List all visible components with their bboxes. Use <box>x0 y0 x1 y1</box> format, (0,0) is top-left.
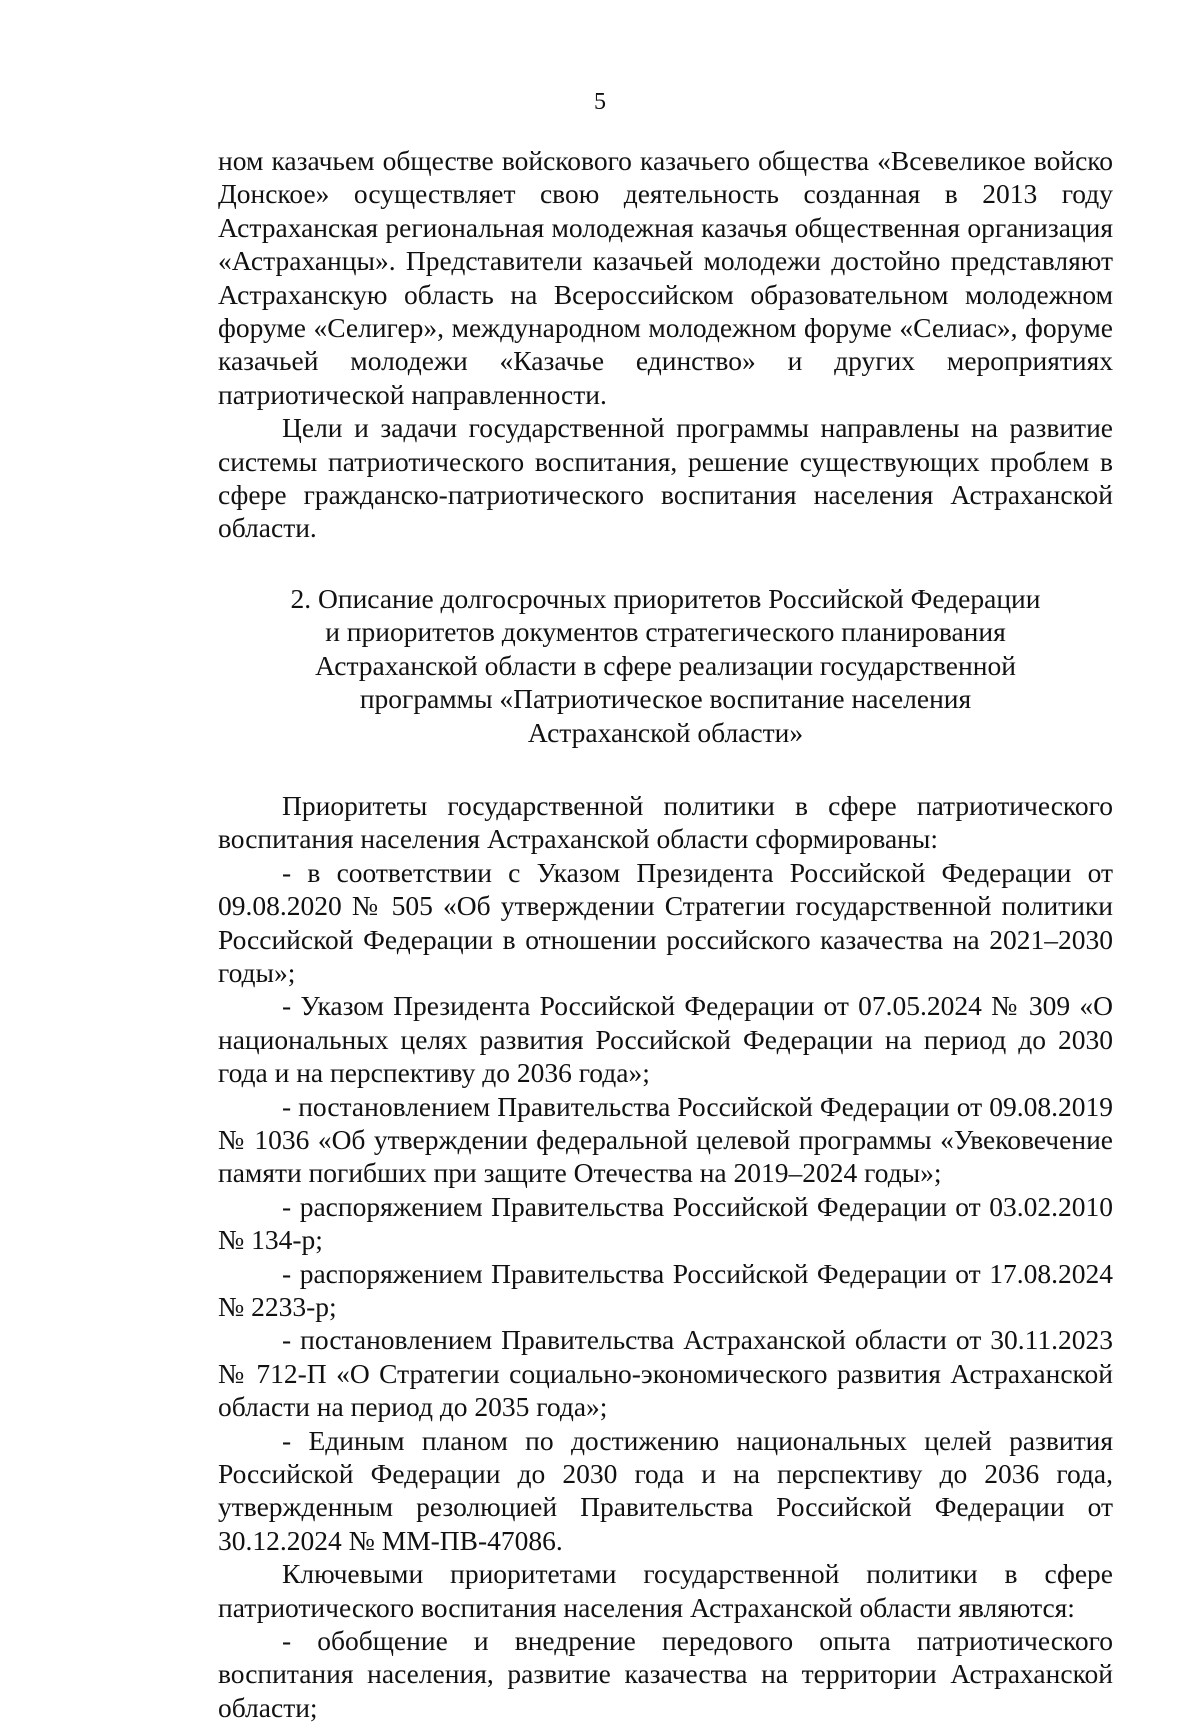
list-item: - распоряжением Правительства Российской Федерации от 17.08.2024 № 2233-р; <box>218 1257 1113 1322</box>
section-heading-line: программы «Патриотическое воспитание населения <box>359 683 972 715</box>
list-item: - в соответствии с Указом Президента Российской Федерации от 09.08.2020 № 505 «Об утверждении Стратегии государственной политики Российской Федерации в отношении российского казачества на 2021–2030 годы»; <box>218 856 1113 988</box>
paragraph-priorities-intro: Приоритеты государственной политики в сфере патриотического воспитания населения Астраханской области сформированы: <box>218 789 1113 855</box>
paragraph-key-priorities-intro: Ключевыми приоритетами государственной политики в сфере патриотического воспитания населения Астраханской области являются: <box>218 1558 1113 1623</box>
list-item: - постановлением Правительства Астраханской области от 30.11.2023 № 712-П «О Стратегии социально-экономического развития Астраханской области на период до 2035 года»; <box>218 1324 1113 1423</box>
section-heading <box>218 582 1113 749</box>
list-item: - Единым планом по достижению национальных целей развития Российской Федерации до 2030 года и на перспективу до 2036 года, утвержденным резолюцией Правительства Российской Федерации от 30.12.2024 № ММ-ПВ-47086. <box>218 1424 1113 1556</box>
section-heading-line: Астраханской области в сфере реализации государственной <box>315 649 1016 681</box>
list-item: - постановлением Правительства Российской Федерации от 09.08.2019 № 1036 «Об утверждении федеральной целевой программы «Увековечение памяти погибших при защите Отечества на 2019–2024 годы»; <box>218 1090 1113 1189</box>
list-item: - Указом Президента Российской Федерации от 07.05.2024 № 309 «О национальных целях развития Российской Федерации на период до 2030 года и на перспективу до 2036 года»; <box>218 990 1113 1089</box>
paragraph-program-goals: Цели и задачи государственной программы направлены на развитие системы патриотического воспитания, решение существующих проблем в сфере гражданско-патриотического воспитания населения Астраханской области. <box>218 412 1113 544</box>
list-item: - распоряжением Правительства Российской Федерации от 03.02.2010 № 134-р; <box>218 1190 1113 1256</box>
section-heading-line: 2. Описание долгосрочных приоритетов Российской Федерации <box>290 582 1041 614</box>
page-number: 5 <box>594 89 606 115</box>
document-body <box>218 144 1113 1724</box>
paragraph-cossack-youth: ном казачьем обществе войскового казачьего общества «Всевеликое войско Донское» осуществляет свою деятельность созданная в 2013 году Астраханская региональная молодежная казачья общественная организация «Астраханцы». Представители казачьей молодежи достойно представляют Астраханскую область на Всероссийском образовательном молодежном форуме «Селигер», международном молодежном форуме «Селиас», форуме казачьей молодежи «Казачье единство» и других мероприятиях патриотической направленности. <box>218 145 1113 410</box>
list-item: - обобщение и внедрение передового опыта патриотического воспитания населения, развитие казачества на территории Астраханской области; <box>218 1625 1113 1723</box>
section-heading-line: и приоритетов документов стратегического планирования <box>325 616 1006 648</box>
section-heading-line: Астраханской области» <box>527 716 804 748</box>
